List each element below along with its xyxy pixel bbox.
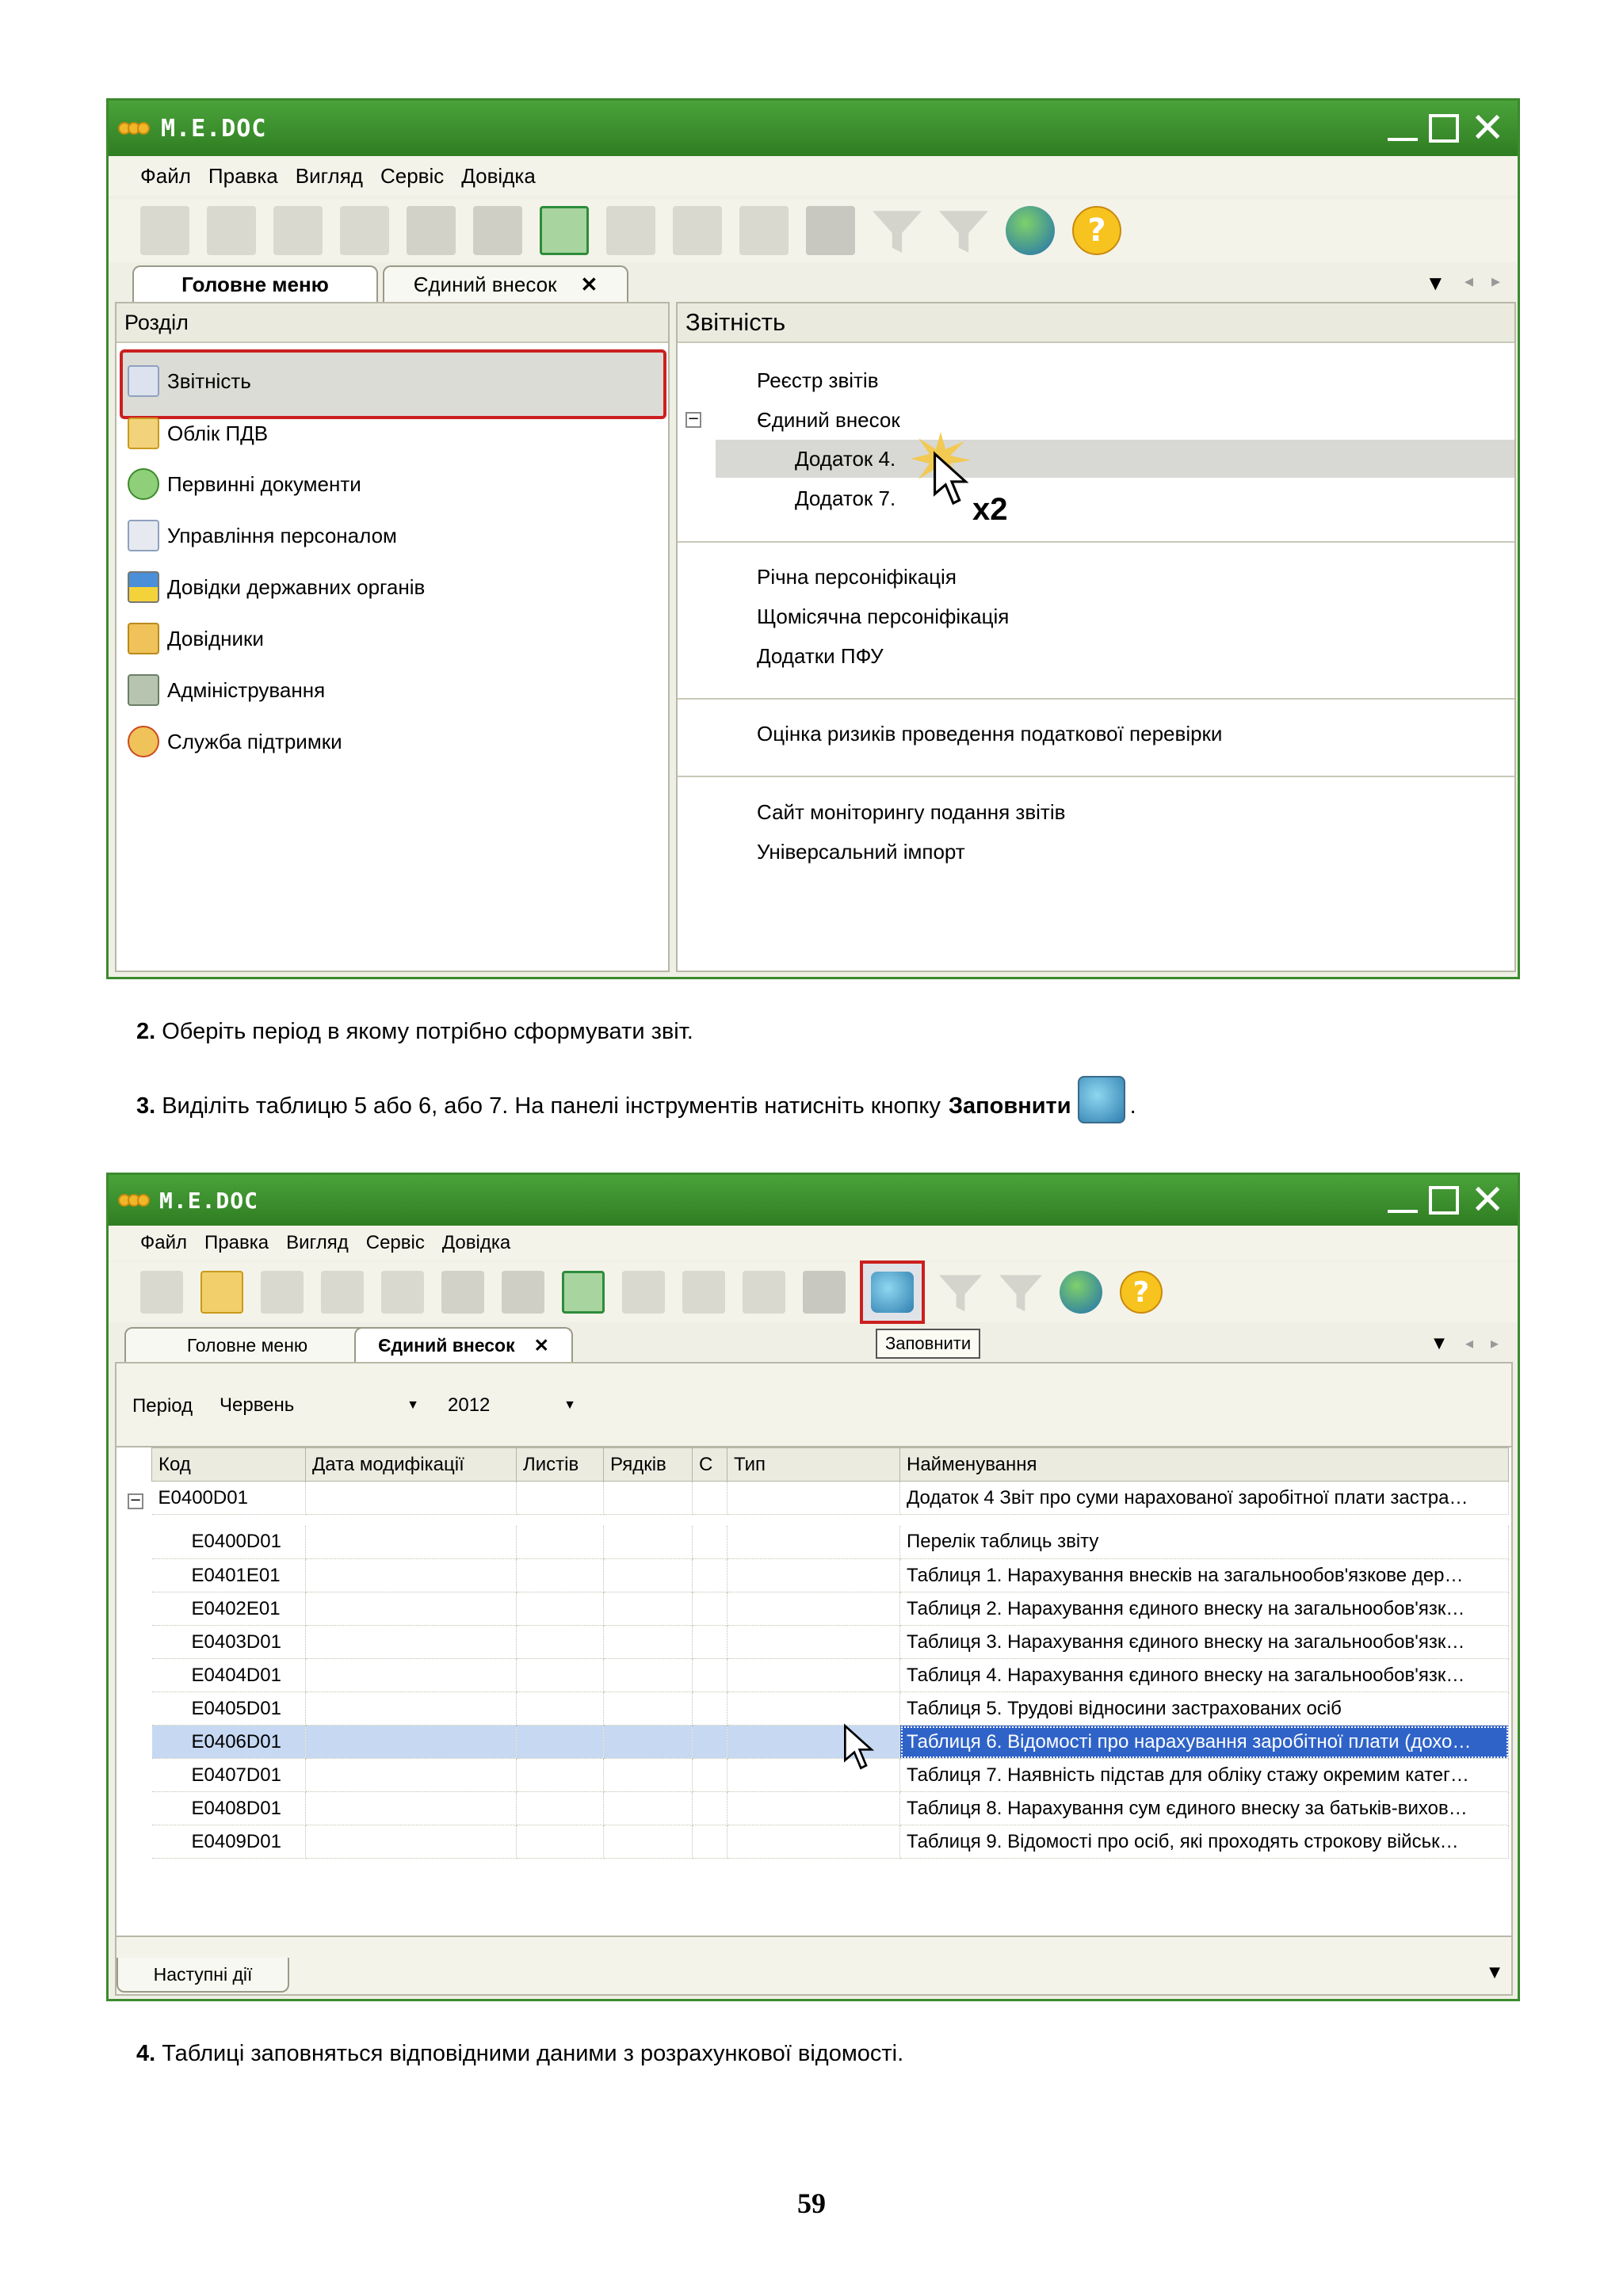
cell-code: E0406D01: [152, 1726, 306, 1759]
binoculars-icon[interactable]: [803, 203, 858, 258]
column-type[interactable]: Тип: [727, 1448, 900, 1482]
menu-service[interactable]: Сервіс: [365, 1232, 425, 1253]
nav-item-vat[interactable]: [128, 418, 268, 449]
tabs-dropdown-icon[interactable]: ▼: [1434, 1335, 1445, 1352]
link-report-registry[interactable]: Реєстр звітів: [757, 368, 879, 392]
add-row-icon[interactable]: [619, 1268, 668, 1317]
nav-item-primary-docs[interactable]: [128, 468, 361, 500]
separator: [678, 698, 1514, 700]
cell-code: E0402E01: [152, 1592, 306, 1626]
tab-single-contribution[interactable]: [354, 1327, 573, 1362]
table-row-selected[interactable]: [152, 1726, 1509, 1759]
step-4: [136, 2041, 903, 2067]
link-addendum-4[interactable]: Додаток 4.: [795, 447, 896, 471]
nav-item-personnel[interactable]: [128, 520, 397, 551]
update-globe-icon[interactable]: [1002, 203, 1058, 258]
view-icon[interactable]: [679, 1268, 728, 1317]
table-row[interactable]: [152, 1692, 1509, 1726]
nav-item-reporting[interactable]: [128, 365, 251, 397]
copy-icon[interactable]: [318, 1268, 367, 1317]
cell-name: Таблиця 8. Нарахування сум єдиного внеску за батьків-вихов…: [900, 1792, 1509, 1825]
section-panel-header: Розділ: [116, 303, 668, 343]
send-mail-icon[interactable]: [559, 1268, 608, 1317]
reports-panel: [676, 302, 1516, 972]
cell-code: E0408D01: [152, 1792, 306, 1825]
directories-icon: [128, 623, 159, 654]
nav-item-label: Служба підтримки: [167, 729, 342, 753]
cell-code: E0405D01: [152, 1692, 306, 1726]
period-month-select[interactable]: [212, 1387, 426, 1424]
link-universal-import[interactable]: Універсальний імпорт: [757, 840, 965, 864]
menu-bar: [109, 1226, 1518, 1261]
step-4-number: 4.: [136, 2041, 156, 2066]
menu-bar: [109, 156, 1518, 196]
section-panel: [115, 302, 670, 972]
toolbar: [109, 199, 1518, 262]
minimize-button[interactable]: [1388, 138, 1418, 141]
update-globe-icon[interactable]: [1056, 1268, 1106, 1317]
delete-document-icon[interactable]: [270, 203, 326, 258]
column-s[interactable]: С: [693, 1448, 727, 1482]
chevron-down-icon[interactable]: ▼: [563, 1398, 576, 1412]
link-monthly-personification[interactable]: Щомісячна персоніфікація: [757, 605, 1010, 628]
tab-single-contribution-label: Єдиний внесок: [378, 1334, 515, 1356]
step-3-text: Виділіть таблицю 5 або 6, або 7. На панелі інструментів натисніть кнопку: [162, 1093, 941, 1119]
new-document-icon[interactable]: [137, 1268, 186, 1317]
open-folder-icon[interactable]: [197, 1268, 246, 1317]
column-code[interactable]: Код: [152, 1448, 306, 1482]
print-icon[interactable]: [498, 1268, 548, 1317]
app-logo-icon: [118, 1194, 150, 1207]
remove-row-icon[interactable]: [739, 1268, 789, 1317]
tabs-dropdown-icon[interactable]: ▼: [1429, 273, 1442, 292]
link-risk-assessment[interactable]: Оцінка ризиків проведення податкової перевірки: [757, 722, 1223, 746]
report-grid: [116, 1446, 1511, 1937]
app-logo-icon: [118, 122, 150, 135]
app-window-1: [106, 98, 1520, 979]
cell-code: E0403D01: [152, 1626, 306, 1659]
cell-name: Таблиця 3. Нарахування єдиного внеску на загальнообов'язк…: [900, 1626, 1509, 1659]
cell-name: Таблиця 6. Відомості про нарахування заробітної плати (дохо…: [900, 1726, 1509, 1759]
app-title: M.E.DOC: [159, 1187, 259, 1214]
tab-main-menu[interactable]: [124, 1327, 370, 1362]
step-2: [136, 1019, 693, 1045]
table-row[interactable]: [152, 1626, 1509, 1659]
cell-code: E0401E01: [152, 1559, 306, 1592]
collapse-tree-icon[interactable]: −: [685, 412, 701, 428]
cell-name: Перелік таблиць звіту: [900, 1526, 1509, 1559]
table-spacer: [152, 1515, 1509, 1526]
close-window-button[interactable]: ✕: [1470, 105, 1505, 152]
menu-edit[interactable]: Правка: [204, 1232, 269, 1253]
close-window-button[interactable]: ✕: [1470, 1177, 1505, 1224]
nav-item-administration[interactable]: [128, 674, 325, 706]
table-header: [152, 1448, 1509, 1482]
page-number: 59: [797, 2187, 826, 2219]
cell-name: Таблиця 5. Трудові відносини застрахованих осіб: [900, 1692, 1509, 1726]
fill-icon: [1078, 1076, 1125, 1123]
column-rows[interactable]: Рядків: [604, 1448, 693, 1482]
separator: [678, 776, 1514, 777]
save-icon[interactable]: [403, 203, 459, 258]
table-row[interactable]: [152, 1659, 1509, 1692]
separator: [678, 541, 1514, 543]
nav-item-label: Довідники: [167, 626, 264, 650]
cell-name: Таблиця 2. Нарахування єдиного внеску на загальнообов'язк…: [900, 1592, 1509, 1626]
mouse-cursor-icon: [931, 451, 969, 506]
table-row[interactable]: [152, 1825, 1509, 1859]
filter-icon[interactable]: [869, 203, 925, 258]
close-tab-icon[interactable]: ✕: [580, 272, 598, 296]
step-4-text: Таблиці заповняться відповідними даними з розрахункової відомості.: [162, 2041, 904, 2066]
gov-certificates-icon: [128, 571, 159, 603]
help-icon[interactable]: ?: [1069, 203, 1125, 258]
double-click-label: x2: [972, 492, 1008, 527]
copy-icon[interactable]: [337, 203, 392, 258]
clear-filter-icon[interactable]: [936, 203, 991, 258]
menu-file[interactable]: Файл: [140, 1232, 188, 1253]
remove-row-icon[interactable]: [736, 203, 792, 258]
step-2-number: 2.: [136, 1019, 156, 1044]
title-bar: [109, 1175, 1518, 1226]
print-icon[interactable]: [470, 203, 525, 258]
link-pfu-addenda[interactable]: Додатки ПФУ: [757, 644, 884, 668]
app-title: M.E.DOC: [161, 114, 267, 143]
table-row[interactable]: [152, 1759, 1509, 1792]
add-row-icon[interactable]: [603, 203, 659, 258]
cell-name: Таблиця 1. Нарахування внесків на загальнообов'язкове дер…: [900, 1559, 1509, 1592]
menu-view[interactable]: Вигляд: [295, 163, 363, 188]
table-row-parent[interactable]: [152, 1482, 1509, 1515]
nav-item-label: Довідки державних органів: [167, 574, 426, 599]
app-window-2: [106, 1173, 1520, 2001]
tab-bar: [109, 1325, 1518, 1362]
cell-code: E0409D01: [152, 1825, 306, 1859]
column-name[interactable]: Найменування: [900, 1448, 1509, 1482]
filter-icon[interactable]: [936, 1268, 985, 1317]
primary-docs-icon: [128, 468, 159, 500]
content-area: [115, 1362, 1513, 1996]
bottom-bar: [116, 1955, 1511, 1994]
link-addendum-7[interactable]: Додаток 7.: [795, 486, 896, 510]
link-single-contribution[interactable]: Єдиний внесок: [757, 408, 900, 432]
period-label: Період: [132, 1395, 193, 1417]
new-document-icon[interactable]: [137, 203, 193, 258]
reports-panel-header: Звітність: [678, 303, 1514, 343]
minimize-button[interactable]: [1388, 1210, 1418, 1213]
step-2-text: Оберіть період в якому потрібно сформувати звіт.: [162, 1019, 693, 1044]
tab-single-contribution-label: Єдиний внесок: [413, 272, 557, 296]
tab-main-menu-label: Головне меню: [186, 1334, 308, 1356]
tabs-scroll-left-icon[interactable]: ◂: [1465, 1333, 1473, 1352]
menu-help[interactable]: Довідка: [441, 1232, 511, 1253]
cell-code: E0400D01: [152, 1482, 306, 1515]
support-icon: [128, 726, 159, 757]
menu-service[interactable]: Сервіс: [380, 163, 445, 188]
period-year-select[interactable]: [440, 1387, 582, 1424]
step-3-end: .: [1129, 1093, 1136, 1119]
tab-main-menu[interactable]: [132, 265, 378, 302]
menu-file[interactable]: Файл: [140, 163, 191, 188]
cell-name: Таблиця 9. Відомості про осіб, які проходять строкову військ…: [900, 1825, 1509, 1859]
nav-item-label: Управління персоналом: [167, 523, 397, 547]
table-row[interactable]: [152, 1792, 1509, 1825]
reports-icon: [128, 365, 159, 397]
cell-name: Таблиця 7. Наявність підстав для обліку стажу окремим катег…: [900, 1759, 1509, 1792]
clear-filter-icon[interactable]: [996, 1268, 1045, 1317]
close-tab-icon[interactable]: ✕: [533, 1334, 549, 1356]
chevron-down-icon[interactable]: ▼: [407, 1398, 419, 1412]
fill-icon: [871, 1272, 914, 1313]
title-bar: [109, 101, 1518, 156]
nav-item-gov-certificates[interactable]: [128, 571, 425, 603]
table-row[interactable]: [152, 1526, 1509, 1559]
step-3: [136, 1089, 1136, 1123]
cell-name: Додаток 4 Звіт про суми нарахованої заробітної плати застра…: [900, 1482, 1509, 1515]
binoculars-icon[interactable]: [800, 1268, 849, 1317]
menu-edit[interactable]: Правка: [208, 163, 278, 188]
nav-item-support[interactable]: [128, 726, 342, 757]
maximize-button[interactable]: [1429, 1186, 1459, 1215]
view-icon[interactable]: [670, 203, 725, 258]
cell-code: E0400D01: [152, 1526, 306, 1559]
table-row[interactable]: [152, 1592, 1509, 1626]
next-actions-label: Наступні дії: [153, 1963, 253, 1985]
collapse-tree-icon[interactable]: −: [128, 1493, 143, 1509]
column-modified-date[interactable]: Дата модифікації: [306, 1448, 517, 1482]
table-row[interactable]: [152, 1559, 1509, 1592]
nav-item-label: Адміністрування: [167, 677, 326, 702]
help-icon[interactable]: ?: [1117, 1268, 1166, 1317]
tab-single-contribution[interactable]: [383, 265, 628, 302]
envelope-icon[interactable]: [378, 1268, 427, 1317]
tabs-scroll-right-icon[interactable]: ▸: [1490, 1333, 1499, 1352]
cell-code: E0404D01: [152, 1659, 306, 1692]
nav-item-label: Облік ПДВ: [167, 421, 269, 445]
menu-view[interactable]: Вигляд: [286, 1232, 349, 1253]
link-annual-personification[interactable]: Річна персоніфікація: [757, 565, 957, 589]
mouse-cursor-icon: [842, 1723, 874, 1771]
menu-help[interactable]: Довідка: [461, 163, 536, 188]
send-mail-icon[interactable]: [537, 203, 592, 258]
bottom-dropdown-icon[interactable]: ▼: [1489, 1964, 1500, 1981]
nav-item-label: Звітність: [167, 368, 251, 393]
maximize-button[interactable]: [1429, 114, 1459, 143]
cell-name: Таблиця 4. Нарахування єдиного внеску на загальнообов'язк…: [900, 1659, 1509, 1692]
report-table: [151, 1447, 1509, 1859]
period-month-value: Червень: [220, 1394, 295, 1416]
toolbar: [109, 1262, 1518, 1322]
vat-icon: [128, 418, 159, 449]
delete-document-icon[interactable]: [258, 1268, 307, 1317]
fill-button[interactable]: [860, 1261, 925, 1324]
tools-icon: [128, 674, 159, 706]
fill-tooltip-text: Заповнити: [885, 1333, 972, 1353]
link-monitoring-site[interactable]: Сайт моніторингу подання звітів: [757, 800, 1066, 824]
step-3-number: 3.: [136, 1093, 156, 1119]
tab-bar: [109, 262, 1518, 302]
nav-item-directories[interactable]: [128, 623, 264, 654]
personnel-icon: [128, 520, 159, 551]
nav-item-label: Первинні документи: [167, 471, 361, 496]
save-icon[interactable]: [438, 1268, 487, 1317]
fill-tooltip: [876, 1329, 980, 1359]
period-year-value: 2012: [448, 1394, 491, 1416]
tab-main-menu-label: Головне меню: [181, 272, 329, 296]
next-actions-tab[interactable]: [116, 1958, 289, 1993]
cell-code: E0407D01: [152, 1759, 306, 1792]
column-sheets[interactable]: Листів: [517, 1448, 604, 1482]
tabs-scroll-left-icon[interactable]: ◂: [1464, 272, 1473, 292]
step-3-bold: Заповнити: [948, 1093, 1071, 1119]
tabs-scroll-right-icon[interactable]: ▸: [1491, 272, 1500, 292]
open-folder-icon[interactable]: [204, 203, 259, 258]
